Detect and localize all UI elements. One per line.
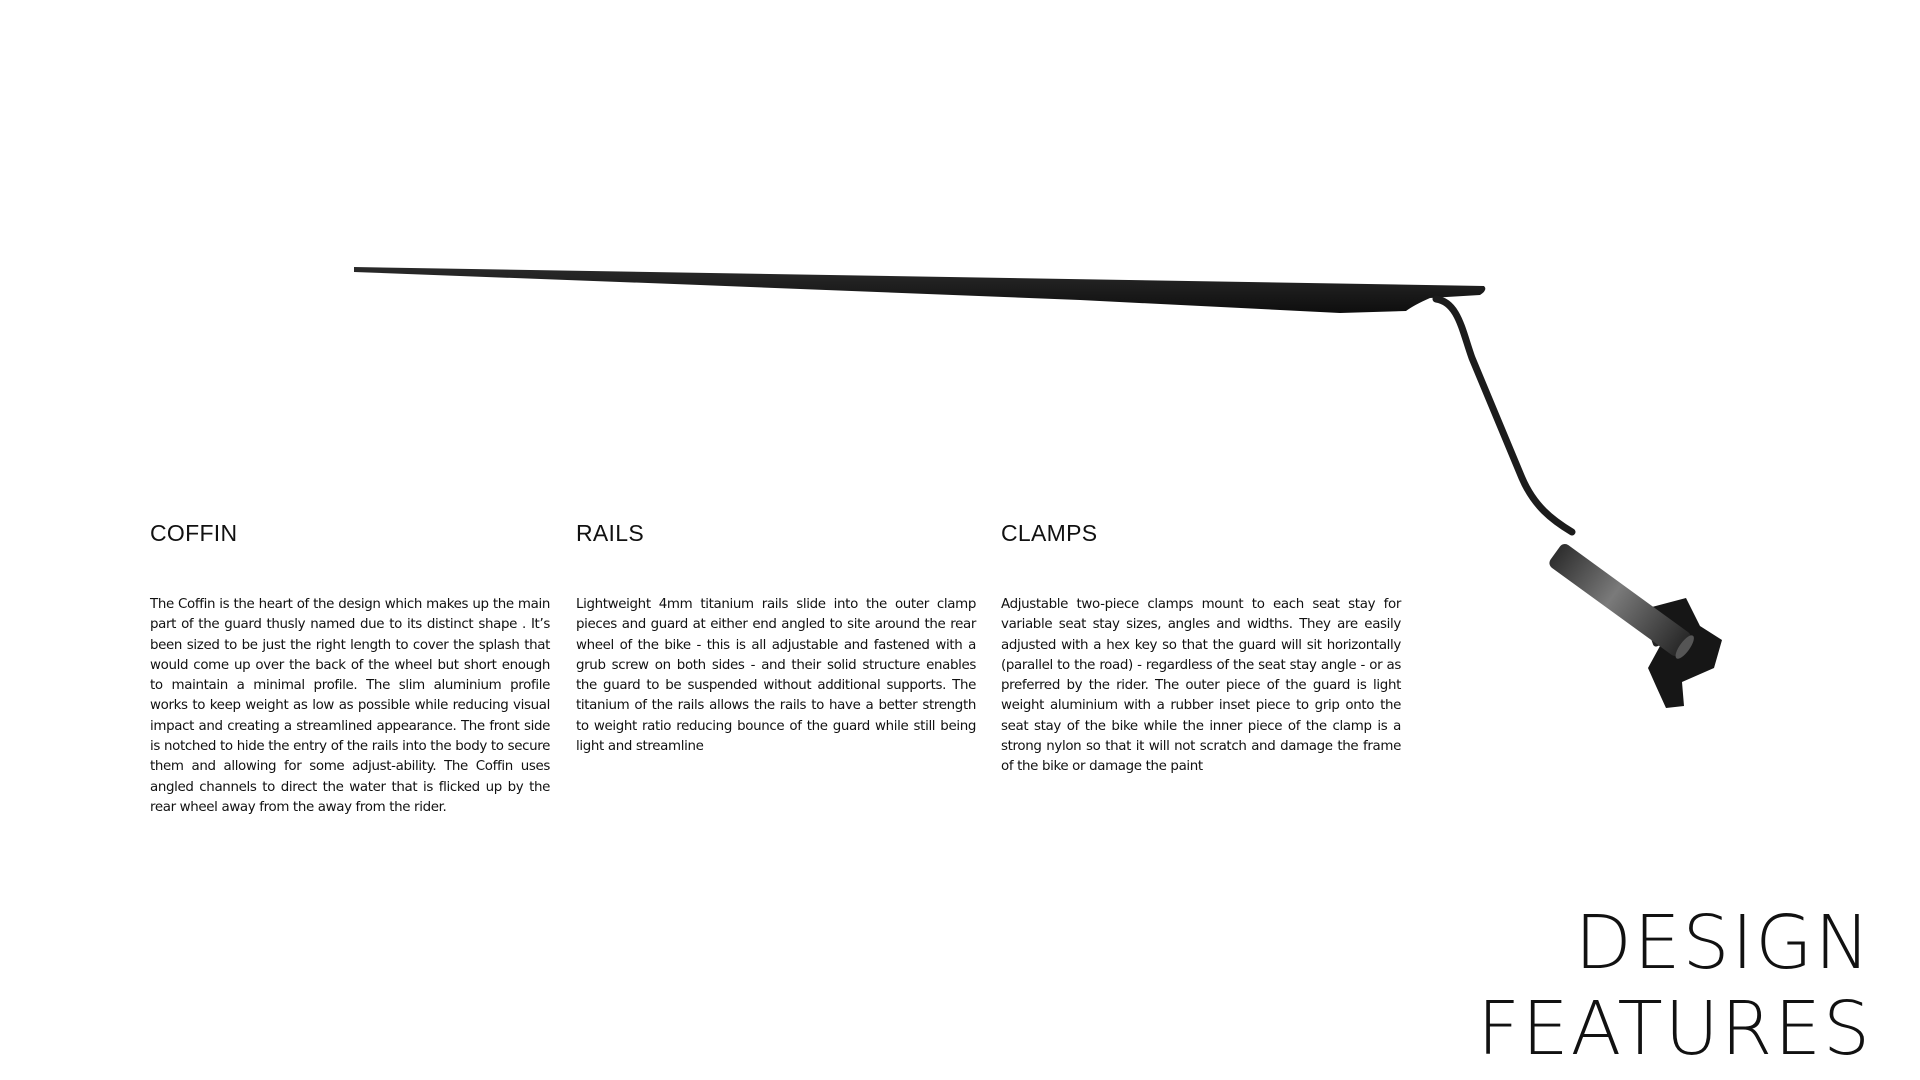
heading-line-1: DESIGN	[1574, 900, 1872, 986]
feature-coffin	[150, 520, 550, 818]
titanium-rail	[1436, 299, 1572, 532]
feature-clamps	[1001, 520, 1401, 778]
feature-title: COFFIN	[150, 520, 238, 546]
feature-title: CLAMPS	[1001, 520, 1098, 546]
page-heading	[1477, 900, 1872, 1072]
feature-description: The Coffin is the heart of the design which makes up the main part of the guard thusly named due to its distinct shape . It’s been sized to be just the right length to cover the splash that would come up over the back of the wheel but short enough to maintain a minimal profile. The slim aluminium profile works to keep weight as low as possible while reducing visual impact and creating a streamlined appearance. The front side is notched to hide the entry of the rails into the body to secure them and allowing for some adjust-ability. The Coffin uses angled channels to direct the water that is flicked up by the rear wheel away from the away from the rider.	[150, 597, 550, 815]
heading-line-2: FEATURES	[1477, 986, 1872, 1072]
coffin-guard-body	[354, 267, 1485, 313]
seat-stay-clamp	[1547, 542, 1722, 708]
feature-description: Adjustable two-piece clamps mount to each seat stay for variable seat stay sizes, angles and widths. They are easily adjusted with a hex key so that the guard will sit horizontally (parallel to the road) - regardless of the seat stay angle - or as preferred by the rider. The outer piece of the guard is light weight aluminium with a rubber inset piece to grip onto the seat stay of the bike while the inner piece of the clamp is a strong nylon so that it will not scratch and damage the frame of the bike or damage the paint	[1001, 597, 1401, 775]
feature-title: RAILS	[576, 520, 644, 546]
feature-description: Lightweight 4mm titanium rails slide into the outer clamp pieces and guard at either end angled to site around the rear wheel of the bike - this is all adjustable and fastened with a grub screw on both sides - and their solid structure enables the guard to be suspended without additional supports. The titanium of the rails allows the rails to have a better strength to weight ratio reducing bounce of the guard while still being light and streamline	[576, 597, 976, 755]
feature-rails	[576, 520, 976, 757]
